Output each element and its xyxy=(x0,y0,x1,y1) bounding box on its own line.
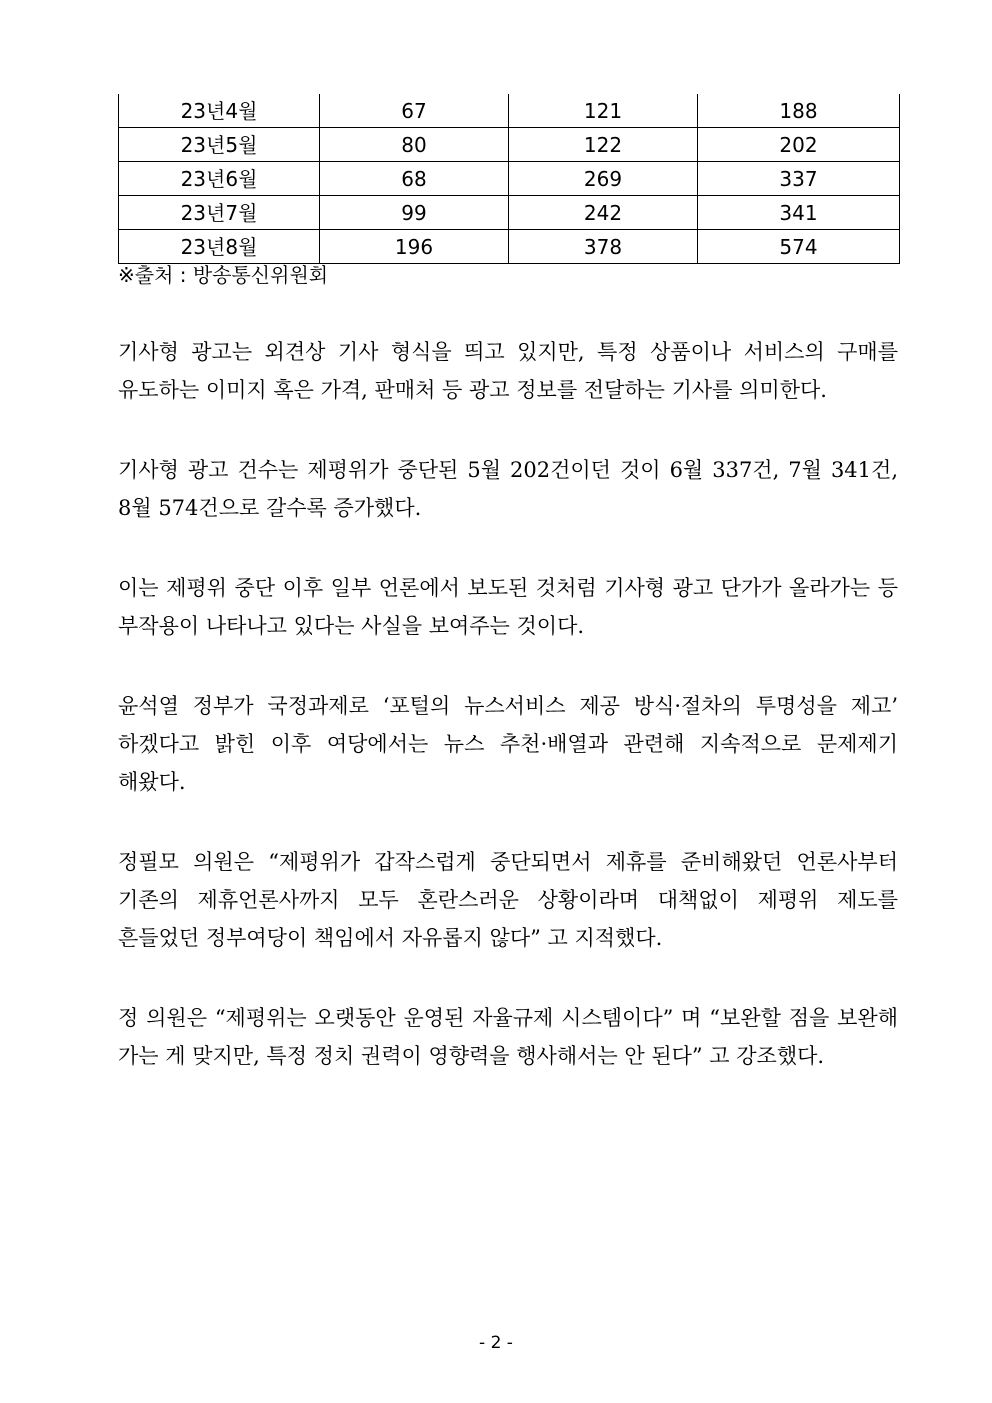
table-cell: 68 xyxy=(320,162,509,196)
table-cell-month: 23년5월 xyxy=(119,128,320,162)
table-cell: 242 xyxy=(509,196,698,230)
paragraph: 정필모 의원은 “제평위가 갑작스럽게 중단되면서 제휴를 준비해왔던 언론사부터 기존의 제휴언론사까지 모두 혼란스러운 상황이라며 대책없이 제평위 제도를 흔들었던 정부여당이 책임에서 자유롭지 않다” 고 지적했다. xyxy=(118,850,898,950)
table-source-note: ※출처 : 방송통신위원회 xyxy=(118,263,329,287)
ad-count-table xyxy=(118,94,900,264)
paragraph: 윤석열 정부가 국정과제로 ‘포털의 뉴스서비스 제공 방식·절차의 투명성을 제고’ 하겠다고 밝힌 이후 여당에서는 뉴스 추천·배열과 관련해 지속적으로 문제제기 해왔다. xyxy=(118,694,898,794)
table-cell: 122 xyxy=(509,128,698,162)
table-cell-total: 341 xyxy=(698,196,900,230)
table-cell-month: 23년8월 xyxy=(119,230,320,264)
table-cell-total: 574 xyxy=(698,230,900,264)
table-row xyxy=(119,196,900,230)
table-cell-month: 23년7월 xyxy=(119,196,320,230)
table-cell: 80 xyxy=(320,128,509,162)
table-cell-month: 23년6월 xyxy=(119,162,320,196)
table-row xyxy=(119,162,900,196)
table-cell: 269 xyxy=(509,162,698,196)
table-row xyxy=(119,230,900,264)
table-cell-total: 188 xyxy=(698,94,900,128)
table-cell: 196 xyxy=(320,230,509,264)
table-row xyxy=(119,94,900,128)
paragraph: 정 의원은 “제평위는 오랫동안 운영된 자율규제 시스템이다” 며 “보완할 점을 보완해 가는 게 맞지만, 특정 정치 권력이 영향력을 행사해서는 안 된다” 고 강조했다. xyxy=(118,1006,898,1068)
paragraph: 기사형 광고는 외견상 기사 형식을 띄고 있지만, 특정 상품이나 서비스의 구매를 유도하는 이미지 혹은 가격, 판매처 등 광고 정보를 전달하는 기사를 의미한다. xyxy=(118,340,898,402)
page-number: - 2 - xyxy=(479,1333,513,1353)
table-cell-total: 337 xyxy=(698,162,900,196)
paragraph: 이는 제평위 중단 이후 일부 언론에서 보도된 것처럼 기사형 광고 단가가 올라가는 등 부작용이 나타나고 있다는 사실을 보여주는 것이다. xyxy=(118,576,898,638)
table-cell: 121 xyxy=(509,94,698,128)
table-cell: 99 xyxy=(320,196,509,230)
table-cell: 67 xyxy=(320,94,509,128)
table-cell-month: 23년4월 xyxy=(119,94,320,128)
article-body xyxy=(118,333,898,1075)
paragraph: 기사형 광고 건수는 제평위가 중단된 5월 202건이던 것이 6월 337건, 7월 341건, 8월 574건으로 갈수록 증가했다. xyxy=(118,458,898,520)
table-cell: 378 xyxy=(509,230,698,264)
table-cell-total: 202 xyxy=(698,128,900,162)
table-row xyxy=(119,128,900,162)
